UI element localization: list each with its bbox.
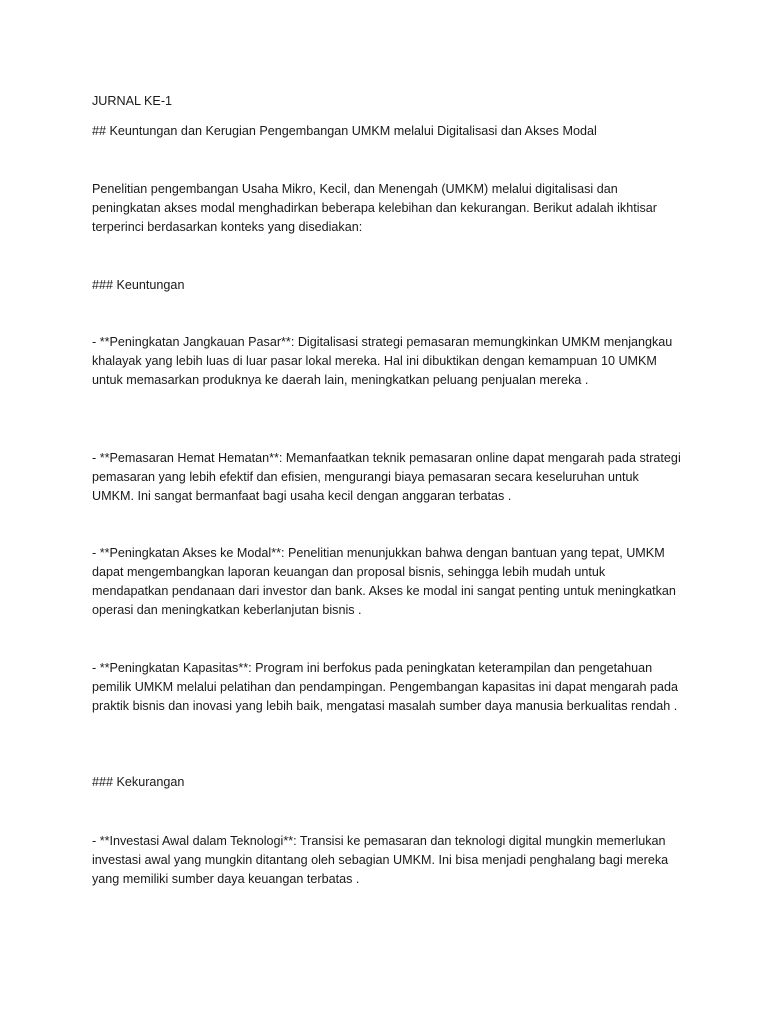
intro-paragraph: Penelitian pengembangan Usaha Mikro, Kecil, dan Menengah (UMKM) melalui digitalisasi dan peningkatan akses modal menghadirkan beberapa kelebihan dan kekurangan. Berikut adalah ikhtisar terperinci berdasarkan konteks yang disediakan: bbox=[92, 182, 657, 234]
advantage-item: - **Pemasaran Hemat Hematan**: Memanfaatkan teknik pemasaran online dapat mengarah pada strategi pemasaran yang lebih efektif dan efisien, mengurangi biaya pemasaran secara keseluruhan untuk UMKM. Ini sangat bermanfaat bagi usaha kecil dengan anggaran terbatas . bbox=[92, 451, 681, 503]
advantage-item: - **Peningkatan Kapasitas**: Program ini berfokus pada peningkatan keterampilan dan pengetahuan pemilik UMKM melalui pelatihan dan pendampingan. Pengembangan kapasitas ini dapat mengarah pada praktik bisnis dan inovasi yang lebih baik, mengatasi masalah sumber daya manusia berkualitas rendah . bbox=[92, 661, 678, 713]
advantage-item: - **Peningkatan Jangkauan Pasar**: Digitalisasi strategi pemasaran memungkinkan UMKM menjangkau khalayak yang lebih luas di luar pasar lokal mereka. Hal ini dibuktikan dengan kemampuan 10 UMKM untuk memasarkan produknya ke daerah lain, meningkatkan peluang penjualan mereka . bbox=[92, 335, 673, 387]
advantages-heading: ### Keuntungan bbox=[92, 278, 185, 292]
disadvantages-heading: ### Kekurangan bbox=[92, 775, 185, 789]
disadvantage-item: - **Investasi Awal dalam Teknologi**: Transisi ke pemasaran dan teknologi digital mungkin memerlukan investasi awal yang mungkin ditantang oleh sebagian UMKM. Ini bisa menjadi penghalang bagi mereka yang memiliki sumber daya keuangan terbatas . bbox=[92, 834, 669, 886]
main-heading: ## Keuntungan dan Kerugian Pengembangan UMKM melalui Digitalisasi dan Akses Modal bbox=[92, 124, 597, 138]
journal-title: JURNAL KE-1 bbox=[92, 94, 173, 108]
advantage-item: - **Peningkatan Akses ke Modal**: Penelitian menunjukkan bahwa dengan bantuan yang tepat, UMKM dapat mengembangkan laporan keuangan dan proposal bisnis, sehingga lebih mudah untuk mendapatkan pendanaan dari investor dan bank. Akses ke modal ini sangat penting untuk meningkatkan operasi dan meningkatkan keberlanjutan bisnis . bbox=[92, 546, 676, 617]
